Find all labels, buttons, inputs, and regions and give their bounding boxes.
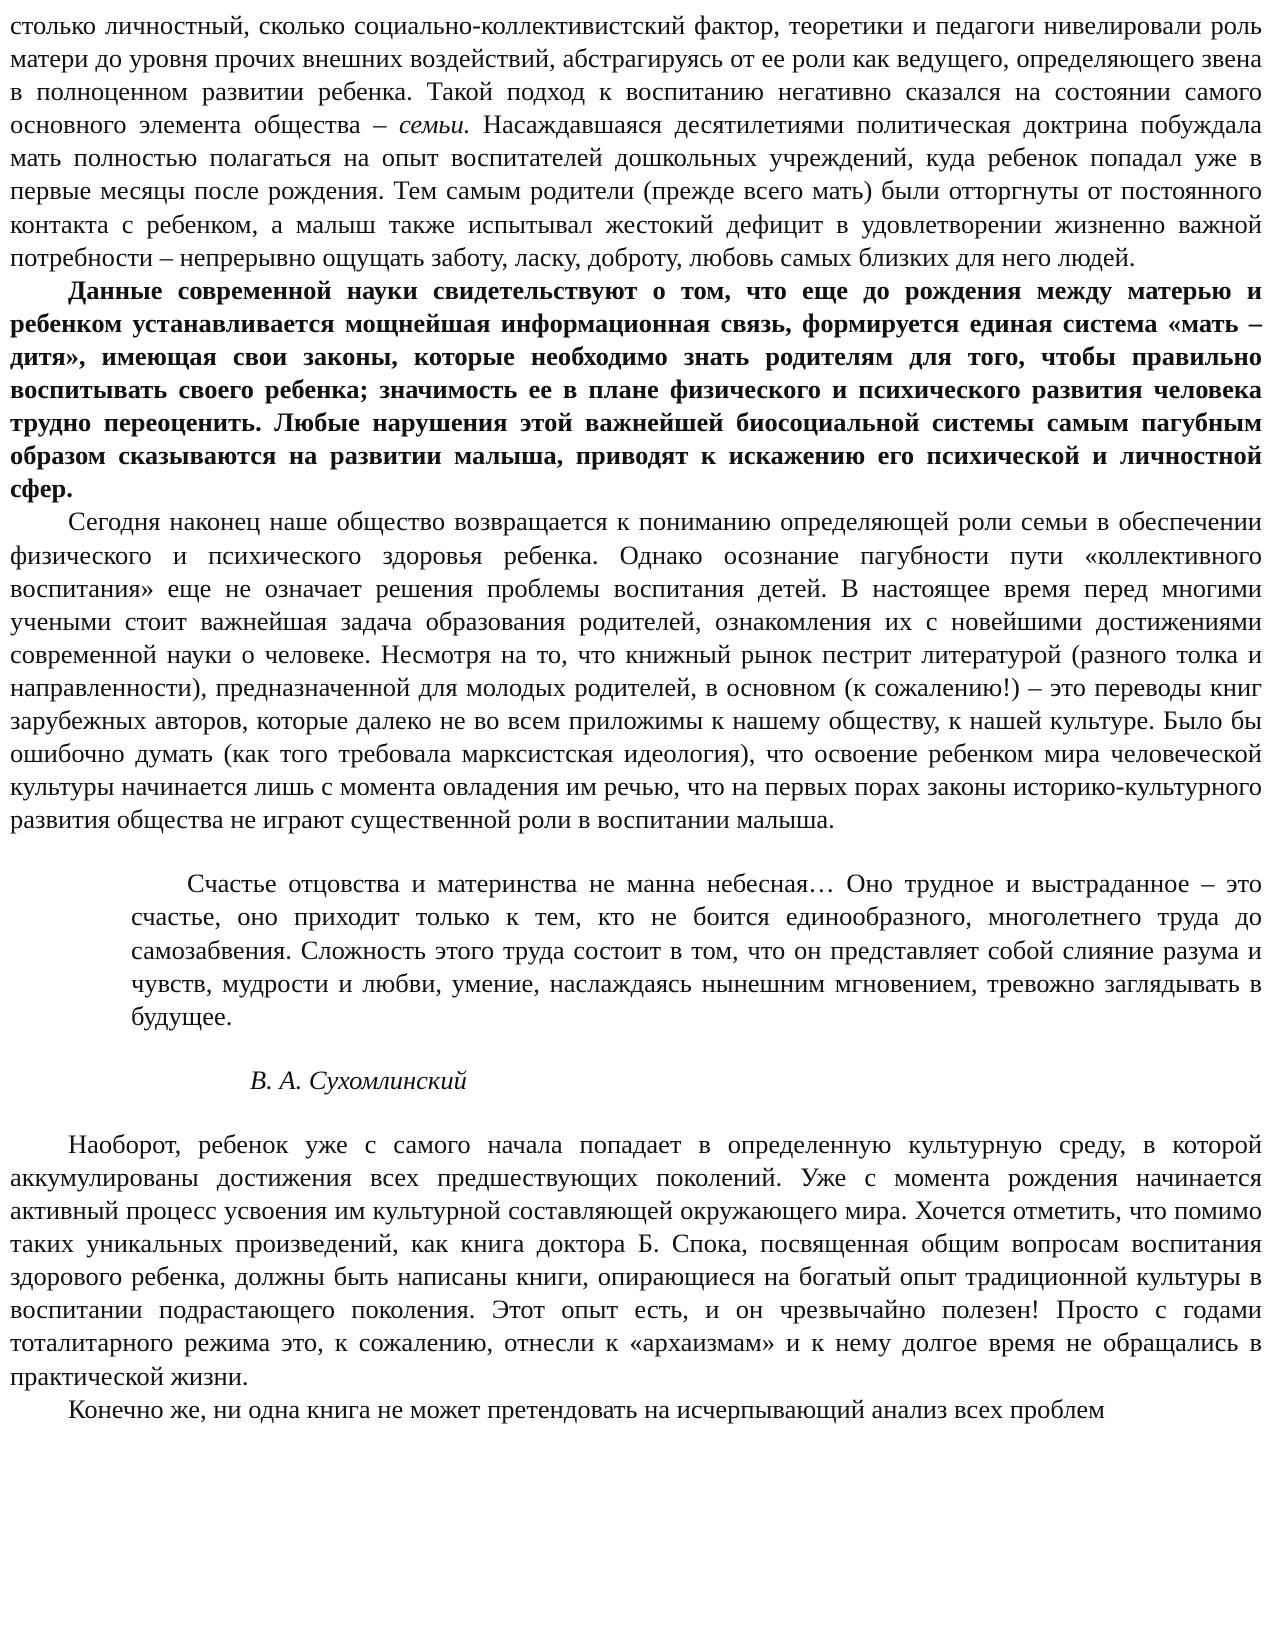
paragraph-1 [10,9,1262,274]
quote-author: В. А. Сухомлинский [250,1064,467,1095]
paragraph-4: Наоборот, ребенок уже с самого начала попадает в определенную культурную среду, в которой аккумулированы достижения всех предшествующих поколений. Уже с момента рождения начинается активный процесс усвоения им культурной составляющей окружающего мира. Хочется отметить, что помимо таких уникальных произведений, как книга доктора Б. Спока, посвященная общим вопросам воспитания здорового ребенка, должны быть написаны книги, опирающиеся на богатый опыт традиционной культуры в воспитании подрастающего поколения. Этот опыт есть, и он чрезвычайно полезен! Просто с годами тоталитарного режима это, к сожалению, отнесли к «архаизмам» и к нему долгое время не обращались в практической жизни. [10,1128,1262,1391]
paragraph-2-bold: Данные современной науки свидетельствуют о том, что еще до рождения между матерью и ребенком устанавливается мощнейшая информационная связь, формируется единая система «мать – дитя», имеющая свои законы, которые необходимо знать родителям для того, чтобы правильно воспитывать своего ребенка; значимость ее в плане физического и психического развития человека трудно переоценить. Любые нарушения этой важнейшей биосоциальной системы самым пагубным образом сказываются на развитии малыша, приводят к искажению его психической и личностной сфер. [10,274,1262,504]
document-page [10,9,1262,1426]
epigraph-quote [131,867,1262,1032]
emphasis-family: семьи. [399,109,471,140]
paragraph-5: Конечно же, ни одна книга не может претендовать на исчерпывающий анализ всех проблем [68,1393,1105,1424]
paragraph-1-part-1: столько личностный, сколько социально-коллективистский фактор, теоретики и педагоги нивелировали роль матери до уровня прочих внешних воздействий, абстрагируясь от ее роли как ведущего, определяющего звена в полноценном развитии ребенка. Такой подход к воспитанию негативно сказался на состоянии самого основного элемента общества – [10,10,1262,140]
paragraph-1-part-3: Насаждавшаяся десятилетиями политическая доктрина побуждала мать полностью полагаться на опыт воспитателей дошкольных учреждений, куда ребенок попадал уже в первые месяцы после рождения. Тем самым родители (прежде всего мать) были отторгнуты от постоянного контакта с ребенком, а малыш также испытывал жестокий дефицит в удовлетворении жизненно важной потребности – непрерывно ощущать заботу, ласку, доброту, любовь самых близких для него людей. [10,109,1262,272]
quote-text: Счастье отцовства и материнства не манна небесная… Оно трудное и выстраданное – это счастье, оно приходит только к тем, кто не боится единообразного, многолетнего труда до самозабвения. Сложность этого труда состоит в том, что он представляет собой слияние разума и чувств, мудрости и любви, умение, наслаждаясь нынешним мгновением, тревожно заглядывать в будущее. [131,868,1262,1031]
paragraph-3: Сегодня наконец наше общество возвращается к пониманию определяющей роли семьи в обеспечении физического и психического здоровья ребенка. Однако осознание пагубности пути «коллективного воспитания» еще не означает решения проблемы воспитания детей. В настоящее время перед многими учеными стоит важнейшая задача образования родителей, ознакомления их с новейшими достижениями современной науки о человеке. Несмотря на то, что книжный рынок пестрит литературой (разного толка и направленности), предназначенной для молодых родителей, в основном (к сожалению!) – это переводы книг зарубежных авторов, которые далеко не во всем приложимы к нашему обществу, к нашей культуре. Было бы ошибочно думать (как того требовала марксистская идеология), что освоение ребенком мира человеческой культуры начинается лишь с момента овладения им речью, что на первых порах законы историко-культурного развития общества не играют существенной роли в воспитании малыша. [10,506,1262,835]
